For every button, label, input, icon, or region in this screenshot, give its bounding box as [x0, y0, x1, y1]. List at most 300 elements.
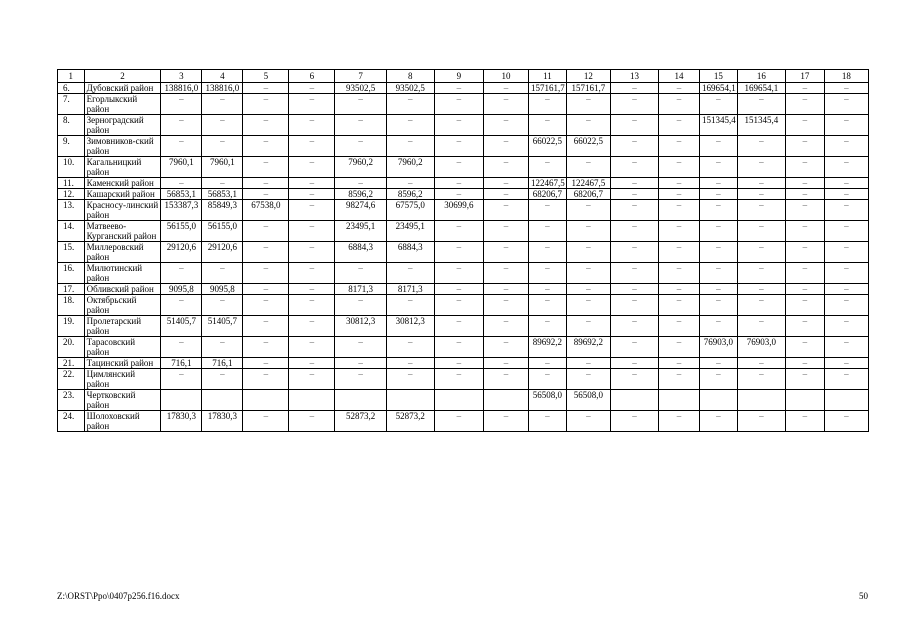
value-cell: – — [610, 295, 658, 316]
table-row — [58, 284, 869, 295]
value-cell: – — [659, 94, 700, 115]
value-cell: 29120,6 — [161, 242, 202, 263]
value-cell: – — [289, 316, 335, 337]
value-cell: – — [824, 115, 868, 136]
value-cell: – — [528, 200, 566, 221]
value-cell: – — [566, 157, 610, 178]
value-cell: – — [202, 136, 243, 157]
row-number: 13. — [58, 200, 85, 221]
value-cell: – — [335, 136, 386, 157]
value-cell: – — [785, 369, 824, 390]
value-cell: – — [434, 115, 483, 136]
value-cell: 9095,8 — [202, 284, 243, 295]
value-cell: – — [243, 221, 289, 242]
value-cell: – — [699, 136, 737, 157]
value-cell: 76903,0 — [737, 337, 785, 358]
value-cell: – — [202, 263, 243, 284]
table-row — [58, 242, 869, 263]
value-cell: – — [824, 337, 868, 358]
district-name: Егорлыкский район — [84, 94, 161, 115]
value-cell: – — [699, 284, 737, 295]
value-cell: – — [659, 316, 700, 337]
value-cell — [243, 390, 289, 411]
value-cell: – — [659, 295, 700, 316]
value-cell: – — [243, 369, 289, 390]
value-cell: – — [659, 411, 700, 432]
value-cell: 56508,0 — [566, 390, 610, 411]
value-cell: 56155,0 — [161, 221, 202, 242]
value-cell: – — [737, 200, 785, 221]
value-cell: – — [528, 221, 566, 242]
value-cell: – — [243, 337, 289, 358]
value-cell: 151345,4 — [737, 115, 785, 136]
value-cell: 138816,0 — [202, 83, 243, 94]
column-number-header: 4 — [202, 70, 243, 83]
value-cell: – — [785, 136, 824, 157]
row-number: 6. — [58, 83, 85, 94]
value-cell: 8171,3 — [335, 284, 386, 295]
value-cell: 89692,2 — [566, 337, 610, 358]
value-cell: – — [289, 369, 335, 390]
table-row — [58, 337, 869, 358]
value-cell: – — [610, 411, 658, 432]
value-cell: – — [243, 83, 289, 94]
value-cell: – — [785, 337, 824, 358]
row-number: 17. — [58, 284, 85, 295]
value-cell — [824, 390, 868, 411]
value-cell: – — [785, 94, 824, 115]
value-cell: – — [335, 94, 386, 115]
value-cell: – — [785, 358, 824, 369]
district-name: Шолоховский район — [84, 411, 161, 432]
value-cell: – — [161, 295, 202, 316]
table-row — [58, 94, 869, 115]
value-cell: – — [610, 115, 658, 136]
district-name: Красносу-линский район — [84, 200, 161, 221]
value-cell: – — [434, 136, 483, 157]
value-cell: – — [610, 200, 658, 221]
value-cell: – — [610, 369, 658, 390]
district-name: Миллеровский район — [84, 242, 161, 263]
value-cell: – — [483, 316, 528, 337]
value-cell: 157161,7 — [528, 83, 566, 94]
value-cell: – — [824, 157, 868, 178]
value-cell: – — [483, 200, 528, 221]
value-cell: – — [386, 358, 434, 369]
value-cell: – — [566, 295, 610, 316]
value-cell: – — [699, 369, 737, 390]
value-cell — [659, 390, 700, 411]
value-cell: – — [161, 136, 202, 157]
value-cell: – — [434, 94, 483, 115]
table-row — [58, 263, 869, 284]
value-cell: – — [528, 369, 566, 390]
value-cell: 51405,7 — [161, 316, 202, 337]
value-cell: – — [335, 295, 386, 316]
value-cell: – — [737, 316, 785, 337]
column-number-header: 9 — [434, 70, 483, 83]
value-cell: – — [483, 411, 528, 432]
value-cell: – — [699, 189, 737, 200]
value-cell: – — [610, 358, 658, 369]
value-cell: – — [737, 358, 785, 369]
column-number-header: 17 — [785, 70, 824, 83]
value-cell: – — [243, 263, 289, 284]
value-cell: – — [483, 358, 528, 369]
value-cell: – — [386, 178, 434, 189]
district-name: Тацинский район — [84, 358, 161, 369]
value-cell: – — [483, 295, 528, 316]
value-cell: – — [483, 221, 528, 242]
value-cell: 23495,1 — [335, 221, 386, 242]
value-cell: – — [737, 94, 785, 115]
row-number: 20. — [58, 337, 85, 358]
district-name: Октябрьский район — [84, 295, 161, 316]
row-number: 22. — [58, 369, 85, 390]
value-cell: 29120,6 — [202, 242, 243, 263]
value-cell: – — [161, 94, 202, 115]
value-cell: 68206,7 — [528, 189, 566, 200]
value-cell: – — [566, 284, 610, 295]
column-number-header: 16 — [737, 70, 785, 83]
value-cell: 67538,0 — [243, 200, 289, 221]
value-cell: – — [335, 358, 386, 369]
row-number: 11. — [58, 178, 85, 189]
column-number-header: 13 — [610, 70, 658, 83]
district-name: Пролетарский район — [84, 316, 161, 337]
value-cell: – — [737, 221, 785, 242]
value-cell: – — [610, 83, 658, 94]
value-cell: – — [528, 358, 566, 369]
value-cell: – — [737, 189, 785, 200]
value-cell: – — [610, 242, 658, 263]
value-cell: – — [483, 337, 528, 358]
value-cell: – — [566, 411, 610, 432]
value-cell: 8596,2 — [386, 189, 434, 200]
value-cell: – — [243, 295, 289, 316]
value-cell: 7960,2 — [386, 157, 434, 178]
value-cell: – — [699, 358, 737, 369]
value-cell: – — [161, 178, 202, 189]
value-cell: – — [483, 83, 528, 94]
value-cell: – — [824, 178, 868, 189]
value-cell: – — [528, 284, 566, 295]
value-cell — [335, 390, 386, 411]
value-cell: – — [202, 178, 243, 189]
value-cell: – — [785, 411, 824, 432]
value-cell: – — [566, 369, 610, 390]
value-cell: – — [335, 115, 386, 136]
value-cell: – — [699, 295, 737, 316]
value-cell: 169654,1 — [737, 83, 785, 94]
value-cell: – — [824, 221, 868, 242]
value-cell: 98274,6 — [335, 200, 386, 221]
value-cell: – — [243, 94, 289, 115]
value-cell: – — [483, 94, 528, 115]
row-number: 9. — [58, 136, 85, 157]
value-cell: – — [434, 295, 483, 316]
value-cell: – — [699, 316, 737, 337]
value-cell: – — [737, 263, 785, 284]
value-cell: – — [659, 263, 700, 284]
value-cell: – — [824, 83, 868, 94]
value-cell: – — [785, 263, 824, 284]
value-cell: 93502,5 — [335, 83, 386, 94]
value-cell: – — [659, 358, 700, 369]
row-number: 14. — [58, 221, 85, 242]
value-cell: – — [699, 242, 737, 263]
value-cell: 716,1 — [161, 358, 202, 369]
value-cell: – — [243, 189, 289, 200]
value-cell: 169654,1 — [699, 83, 737, 94]
table-row — [58, 369, 869, 390]
table-row — [58, 411, 869, 432]
value-cell: – — [610, 136, 658, 157]
value-cell: – — [566, 263, 610, 284]
value-cell: – — [243, 242, 289, 263]
value-cell: – — [434, 337, 483, 358]
value-cell: – — [386, 369, 434, 390]
value-cell: – — [699, 263, 737, 284]
district-name: Цимлянский район — [84, 369, 161, 390]
column-number-header: 12 — [566, 70, 610, 83]
value-cell: 30812,3 — [335, 316, 386, 337]
value-cell: – — [824, 189, 868, 200]
value-cell: – — [483, 136, 528, 157]
value-cell: 56853,1 — [202, 189, 243, 200]
value-cell: 9095,8 — [161, 284, 202, 295]
district-name: Милютинский район — [84, 263, 161, 284]
row-number: 24. — [58, 411, 85, 432]
value-cell: – — [434, 83, 483, 94]
value-cell: 7960,1 — [202, 157, 243, 178]
value-cell: – — [243, 136, 289, 157]
value-cell: – — [161, 369, 202, 390]
value-cell: – — [610, 178, 658, 189]
value-cell: – — [737, 136, 785, 157]
district-name: Кагальницкий район — [84, 157, 161, 178]
value-cell: – — [824, 316, 868, 337]
table-body — [58, 70, 869, 432]
value-cell: 30812,3 — [386, 316, 434, 337]
district-name: Кашарский район — [84, 189, 161, 200]
value-cell: – — [610, 337, 658, 358]
value-cell: – — [699, 94, 737, 115]
column-number-header: 8 — [386, 70, 434, 83]
value-cell: – — [289, 200, 335, 221]
value-cell: – — [785, 178, 824, 189]
column-number-header: 14 — [659, 70, 700, 83]
value-cell: – — [566, 94, 610, 115]
value-cell: – — [335, 263, 386, 284]
value-cell: – — [659, 200, 700, 221]
value-cell: – — [659, 83, 700, 94]
value-cell: – — [528, 316, 566, 337]
value-cell: – — [335, 369, 386, 390]
value-cell: – — [699, 200, 737, 221]
value-cell: – — [386, 337, 434, 358]
value-cell: 93502,5 — [386, 83, 434, 94]
value-cell: – — [659, 337, 700, 358]
value-cell: – — [566, 221, 610, 242]
value-cell: – — [824, 411, 868, 432]
value-cell: – — [610, 221, 658, 242]
value-cell: – — [289, 358, 335, 369]
district-name: Зимовников-ский район — [84, 136, 161, 157]
value-cell: – — [289, 94, 335, 115]
value-cell: 122467,5 — [528, 178, 566, 189]
value-cell: – — [202, 295, 243, 316]
value-cell: – — [386, 115, 434, 136]
value-cell: – — [610, 316, 658, 337]
value-cell: – — [243, 358, 289, 369]
value-cell: 6884,3 — [335, 242, 386, 263]
value-cell: – — [737, 178, 785, 189]
column-number-header: 15 — [699, 70, 737, 83]
data-table — [57, 69, 869, 432]
column-number-header: 2 — [84, 70, 161, 83]
value-cell — [785, 390, 824, 411]
value-cell: – — [483, 157, 528, 178]
value-cell: – — [566, 358, 610, 369]
value-cell: – — [335, 337, 386, 358]
value-cell: 8596,2 — [335, 189, 386, 200]
value-cell: – — [289, 221, 335, 242]
value-cell — [161, 390, 202, 411]
value-cell: – — [785, 83, 824, 94]
value-cell: 85849,3 — [202, 200, 243, 221]
value-cell: – — [824, 94, 868, 115]
value-cell: – — [659, 157, 700, 178]
value-cell: 17830,3 — [202, 411, 243, 432]
column-number-header: 3 — [161, 70, 202, 83]
value-cell: – — [386, 94, 434, 115]
value-cell: – — [202, 115, 243, 136]
value-cell: – — [610, 94, 658, 115]
value-cell: – — [528, 94, 566, 115]
value-cell: – — [659, 284, 700, 295]
table-row — [58, 83, 869, 94]
value-cell: 23495,1 — [386, 221, 434, 242]
value-cell: – — [699, 178, 737, 189]
value-cell: – — [289, 189, 335, 200]
value-cell: – — [785, 115, 824, 136]
value-cell: – — [434, 221, 483, 242]
district-name: Тарасовский район — [84, 337, 161, 358]
row-number: 10. — [58, 157, 85, 178]
value-cell — [699, 390, 737, 411]
value-cell — [434, 390, 483, 411]
value-cell: 67575,0 — [386, 200, 434, 221]
value-cell: – — [659, 369, 700, 390]
value-cell: 138816,0 — [161, 83, 202, 94]
value-cell: – — [610, 284, 658, 295]
column-number-header: 5 — [243, 70, 289, 83]
value-cell: – — [528, 263, 566, 284]
row-number: 18. — [58, 295, 85, 316]
table-row — [58, 295, 869, 316]
value-cell: – — [659, 178, 700, 189]
value-cell: 7960,2 — [335, 157, 386, 178]
value-cell: – — [699, 157, 737, 178]
district-name: Обливский район — [84, 284, 161, 295]
row-number: 19. — [58, 316, 85, 337]
value-cell — [483, 390, 528, 411]
value-cell: – — [785, 316, 824, 337]
value-cell: – — [289, 295, 335, 316]
column-number-header: 1 — [58, 70, 85, 83]
value-cell — [202, 390, 243, 411]
value-cell: – — [785, 242, 824, 263]
value-cell: 8171,3 — [386, 284, 434, 295]
page-number: 50 — [859, 591, 868, 601]
value-cell: 151345,4 — [699, 115, 737, 136]
value-cell: 6884,3 — [386, 242, 434, 263]
value-cell: 30699,6 — [434, 200, 483, 221]
value-cell: 56853,1 — [161, 189, 202, 200]
value-cell: – — [699, 411, 737, 432]
row-number: 15. — [58, 242, 85, 263]
value-cell: – — [659, 136, 700, 157]
value-cell: – — [610, 189, 658, 200]
value-cell: – — [434, 316, 483, 337]
value-cell: – — [289, 83, 335, 94]
value-cell: – — [737, 284, 785, 295]
value-cell: – — [610, 263, 658, 284]
value-cell: – — [243, 115, 289, 136]
value-cell: – — [785, 284, 824, 295]
value-cell: – — [202, 94, 243, 115]
value-cell: 153387,3 — [161, 200, 202, 221]
value-cell: – — [785, 295, 824, 316]
value-cell: – — [483, 115, 528, 136]
value-cell: 56508,0 — [528, 390, 566, 411]
value-cell: – — [737, 411, 785, 432]
value-cell: – — [434, 263, 483, 284]
column-number-header: 10 — [483, 70, 528, 83]
column-number-header: 18 — [824, 70, 868, 83]
value-cell: – — [824, 136, 868, 157]
value-cell: – — [737, 242, 785, 263]
value-cell: – — [699, 221, 737, 242]
table-row — [58, 157, 869, 178]
value-cell: – — [202, 337, 243, 358]
value-cell: – — [434, 358, 483, 369]
value-cell: – — [566, 115, 610, 136]
table-row — [58, 189, 869, 200]
district-name: Матвеево-Курганский район — [84, 221, 161, 242]
value-cell: – — [483, 263, 528, 284]
value-cell: – — [434, 178, 483, 189]
value-cell: 76903,0 — [699, 337, 737, 358]
value-cell: – — [785, 221, 824, 242]
value-cell: – — [610, 157, 658, 178]
district-name: Дубовский район — [84, 83, 161, 94]
value-cell: 17830,3 — [161, 411, 202, 432]
value-cell: – — [659, 242, 700, 263]
value-cell: – — [289, 178, 335, 189]
table-header-row — [58, 70, 869, 83]
value-cell: – — [483, 284, 528, 295]
table-row — [58, 358, 869, 369]
value-cell: – — [824, 263, 868, 284]
value-cell: – — [434, 242, 483, 263]
row-number: 7. — [58, 94, 85, 115]
value-cell: – — [785, 189, 824, 200]
value-cell: – — [386, 136, 434, 157]
value-cell — [386, 390, 434, 411]
value-cell: 51405,7 — [202, 316, 243, 337]
